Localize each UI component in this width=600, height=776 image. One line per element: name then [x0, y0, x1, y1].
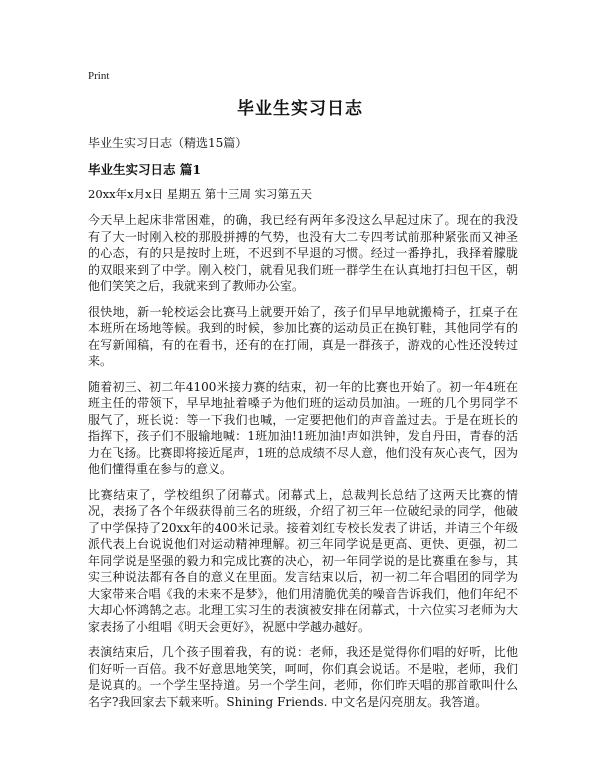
- paragraph-5: 表演结束后，几个孩子围着我，有的说：老师，我还是觉得你们唱的好听，比他们好听一百倍。我不好意思地笑笑，呵呵，你们真会说话。不是啦，老师，我们是说真的。一个学生坚持道。另一个学生问，老师，你们昨天唱的那首歌叫什么名字?我回家去下载来听。Shining Friends. 中文名是闪亮朋友。我答道。: [88, 645, 518, 709]
- paragraph-2: 很快地，新一轮校运会比赛马上就要开始了，孩子们早早地就搬椅子，扛桌子在本班所在场地等候。我到的时候，参加比赛的运动员正在换钉鞋，其他同学有的在写新闻稿，有的在看书，还有的在打闹，真是一群孩子，游戏的心性还没转过来。: [88, 304, 518, 368]
- document-subtitle: 毕业生实习日志（精选15篇）: [88, 136, 248, 150]
- entry-body: [88, 212, 518, 719]
- document-title: 毕业生实习日志: [237, 99, 363, 119]
- paragraph-3: 随着初三、初二年4100米接力赛的结束，初一年的比赛也开始了。初一年4班在班主任的带领下，早早地扯着嗓子为他们班的运动员加油。一班的几个男同学不服气了，班长说：等一下我们也喊，一定要把他们的声音盖过去。于是在班长的指挥下，孩子们不服输地喊：1班加油!1班加油!声如洪钟，发自丹田，青春的活力在飞扬。比赛即将接近尾声，1班的总成绩不尽人意，他们没有灰心丧气，因为他们懂得重在参与的意义。: [88, 379, 518, 476]
- paragraph-4: 比赛结束了，学校组织了闭幕式。闭幕式上，总裁判长总结了这两天比赛的情况，表扬了各个年级获得前三名的班级，介绍了初三年一位破纪录的同学，他破了中学保持了20xx年的400米记录。接着刘红专校长发表了讲话，并请三个年级派代表上台说说他们对运动精神理解。初三年同学说是更高、更快、更强，初二年同学说是坚强的毅力和完成比赛的决心，初一年同学说的是比赛重在参与，其实三种说法都有各自的意义在里面。发言结束以后，初一初二年合唱团的同学为大家带来合唱《我的未来不是梦》，他们用清脆优美的噪音告诉我们，他们年纪不大却心怀鸿鹄之志。北理工实习生的表演被安排在闭幕式，十六位实习老师为大家表扬了小组唱《明天会更好》，祝愿中学越办越好。: [88, 487, 518, 634]
- print-label[interactable]: Print: [88, 70, 110, 82]
- section-title: 毕业生实习日志 篇1: [88, 162, 202, 177]
- paragraph-1: 今天早上起床非常困难，的确，我已经有两年多没这么早起过床了。现在的我没有了大一时刚入校的那股拼搏的气势，也没有大二专四考试前那种紧张而又神圣的心态，有的只是按时上班，不迟到不早退的习惯。经过一番挣扎，我择着朦胧的双眼来到了中学。刚入校门，就看见我们班一群学生在认真地打扫包干区，朝他们笑笑之后，我就来到了教师办公室。: [88, 213, 518, 293]
- entry-dateline: 20xx年x月x日 星期五 第十三周 实习第五天: [88, 187, 313, 201]
